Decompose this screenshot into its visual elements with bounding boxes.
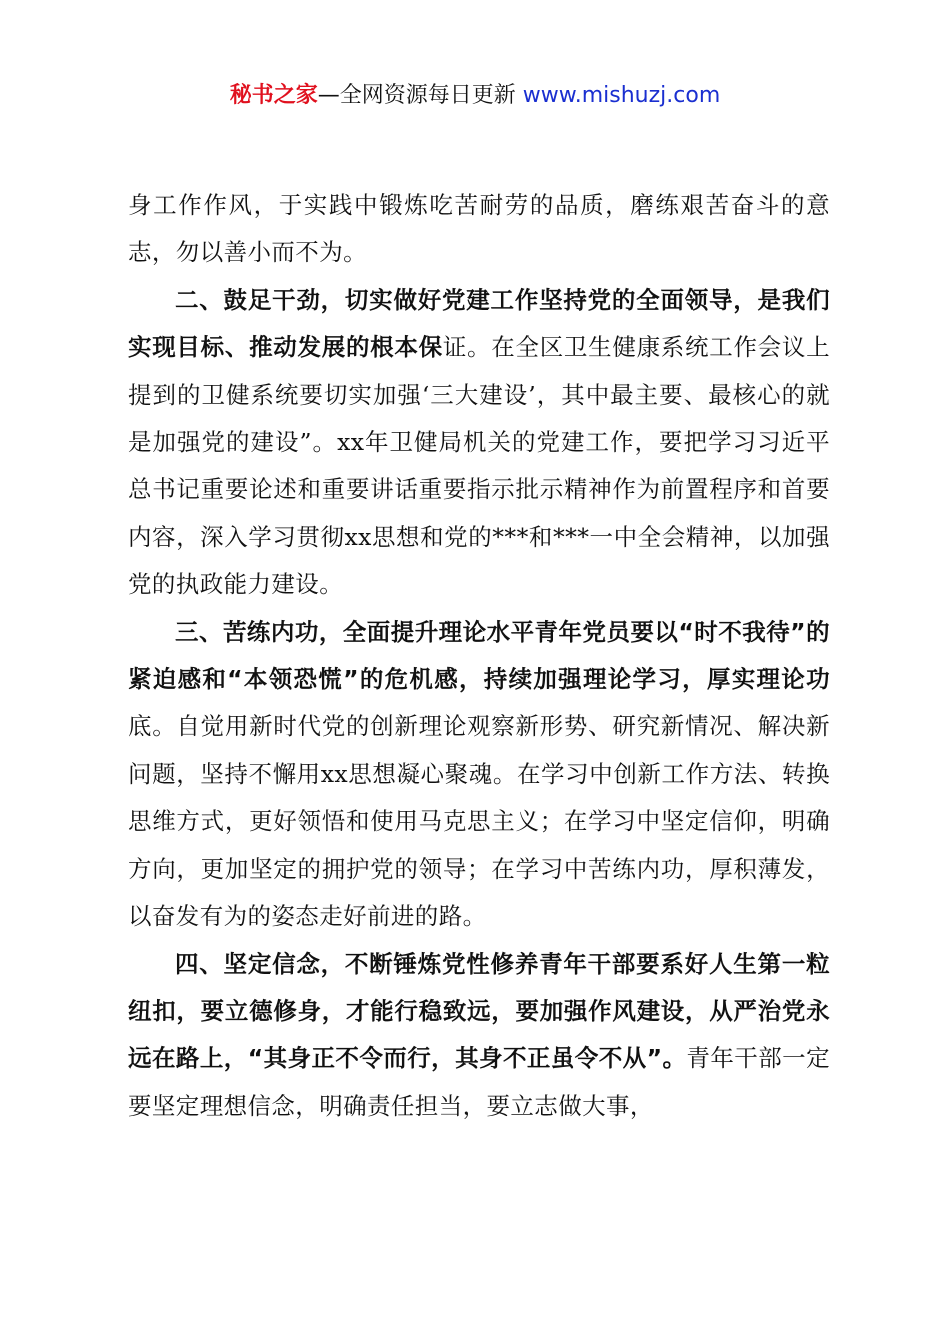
paragraph-2 bbox=[128, 277, 830, 609]
paragraph-4 bbox=[128, 941, 830, 1131]
paragraph-text: 青年干部一定要坚定理想信念，明确责任担当，要立志做大事， bbox=[128, 1044, 830, 1120]
paragraph-text: 身工作作风，于实践中锻炼吃苦耐劳的品质，磨练艰苦奋斗的意志，勿以善小而不为。 bbox=[128, 191, 830, 267]
header-tagline: 全网资源每日更新 bbox=[339, 83, 516, 108]
document-body bbox=[128, 182, 830, 1130]
paragraph-1 bbox=[128, 182, 830, 277]
paragraph-lead: 二、鼓足干劲，切实做好党建工作坚持党的全面领导，是我们实现目标、推动发展的根本保 bbox=[128, 285, 830, 362]
site-brand: 秘书之家 bbox=[229, 83, 318, 108]
paragraph-lead: 三、苦练内功，全面提升理论水平青年党员要以“时不我待”的紧迫感和“本领恐慌”的危机感，持续加强理论学习，厚实理论功 bbox=[128, 617, 830, 694]
page-header bbox=[0, 80, 950, 112]
header-separator: — bbox=[317, 83, 340, 108]
paragraph-text: 证。在全区卫生健康系统工作会议上提到的卫健系统要切实加强‘三大建设’，其中最主要、最核心的就是加强党的建设”。xx年卫健局机关的党建工作，要把学习习近平总书记重要论述和重要讲话重要指示批示精神作为前置程序和首要内容，深入学习贯彻xx思想和党的***和***一中全会精神，以加强党的执政能力建设。 bbox=[128, 333, 830, 599]
paragraph-3 bbox=[128, 609, 830, 941]
paragraph-text: 底。自觉用新时代党的创新理论观察新形势、研究新情况、解决新问题，坚持不懈用xx思想凝心聚魂。在学习中创新工作方法、转换思维方式，更好领悟和使用马克思主义；在学习中坚定信仰，明确方向，更加坚定的拥护党的领导；在学习中苦练内功，厚积薄发，以奋发有为的姿态走好前进的路。 bbox=[128, 712, 830, 931]
paragraph-lead: 四、坚定信念，不断锤炼党性修养青年干部要系好人生第一粒纽扣，要立德修身，才能行稳致远，要加强作风建设，从严治党永远在路上，“其身正不令而行，其身不正虽令不从”。 bbox=[128, 949, 830, 1073]
site-url[interactable]: www.mishuzj.com bbox=[522, 83, 721, 108]
